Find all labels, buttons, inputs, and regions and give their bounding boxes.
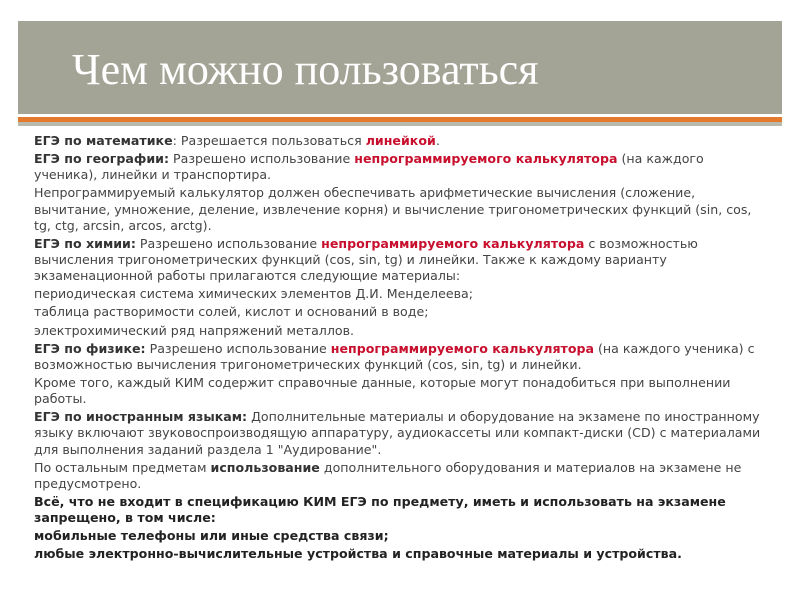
other-text: По остальным предметам <box>34 459 211 475</box>
chem-highlight: непрограммируемого калькулятора <box>321 235 585 251</box>
chem-label: ЕГЭ по химии: <box>34 235 136 251</box>
phys-label: ЕГЭ по физике: <box>34 340 146 356</box>
calc-paragraph: Непрограммируемый калькулятор должен обеспечивать арифметические вычисления (сложение, вычитание, умножение, деление, извлечение корня) и вычисление тригонометрических функций (sin, cos, tg, ctg, arcsin, arcos, arctg). <box>34 185 752 233</box>
lang-text: Дополнительные материалы и оборудование на экзамене по иностранному языку включают звуковоспроизводящую аппаратуру, аудиокассеты или компакт-диски (CD) с материалами для выполнения заданий раздела 1 "Аудирование". <box>34 409 761 457</box>
phys-text-end: (на каждого ученика) с возможностью вычисления тригонометрических функций (cos, sin, tg) и линейки. <box>34 340 755 372</box>
chem-paragraph <box>34 236 770 285</box>
other-paragraph <box>34 460 770 492</box>
lang-paragraph <box>34 409 770 458</box>
phys-text: Разрешено использование <box>145 340 331 356</box>
math-paragraph <box>34 133 770 149</box>
math-text: : Разрешается пользоваться <box>172 133 366 148</box>
geo-highlight: непрограммируемого калькулятора <box>354 151 618 167</box>
electro-paragraph: электрохимический ряд напряжений металлов. <box>34 322 355 338</box>
geo-paragraph <box>34 151 770 183</box>
chem-text: Разрешено использование <box>135 235 322 251</box>
slide-body <box>34 133 770 565</box>
geo-text: Разрешено использование <box>169 151 355 167</box>
forbidden-paragraph: Всё, что не входит в спецификацию КИМ ЕГЭ по предмету, иметь и использовать на экзамене запрещено, в том числе: <box>34 494 726 526</box>
accent-bar-gray <box>18 122 782 126</box>
chem-text-end: с возможностью вычисления тригонометрических функций (cos, sin, tg) и линейки. Также к каждому варианту экзаменационной работы прилагаются следующие материалы: <box>34 235 698 284</box>
other-text-end: дополнительного оборудования и материалов на экзамене не предусмотрено. <box>34 459 742 491</box>
math-highlight: линейкой <box>365 133 436 148</box>
lang-label: ЕГЭ по иностранным языкам: <box>34 409 248 425</box>
slide-title: Чем можно пользоваться <box>72 45 539 94</box>
phys-paragraph <box>34 341 770 373</box>
solubility-paragraph: таблица растворимости солей, кислот и оснований в воде; <box>34 304 429 320</box>
math-text-end: . <box>435 133 440 148</box>
periodic-paragraph: периодическая система химических элементов Д.И. Менделеева; <box>34 286 473 302</box>
phys-highlight: непрограммируемого калькулятора <box>330 340 595 356</box>
geo-text-end: (на каждого ученика), линейки и транспортира. <box>34 151 704 183</box>
devices-paragraph: любые электронно-вычислительные устройства и справочные материалы и устройства. <box>34 546 682 562</box>
phones-paragraph: мобильные телефоны или иные средства связи; <box>34 528 389 544</box>
other-bold: использование <box>210 459 320 475</box>
geo-label: ЕГЭ по географии: <box>34 151 170 167</box>
math-label: ЕГЭ по математике <box>34 133 173 148</box>
kim-paragraph: Кроме того, каждый КИМ содержит справочные данные, которые могут понадобиться при выполнении работы. <box>34 374 731 407</box>
